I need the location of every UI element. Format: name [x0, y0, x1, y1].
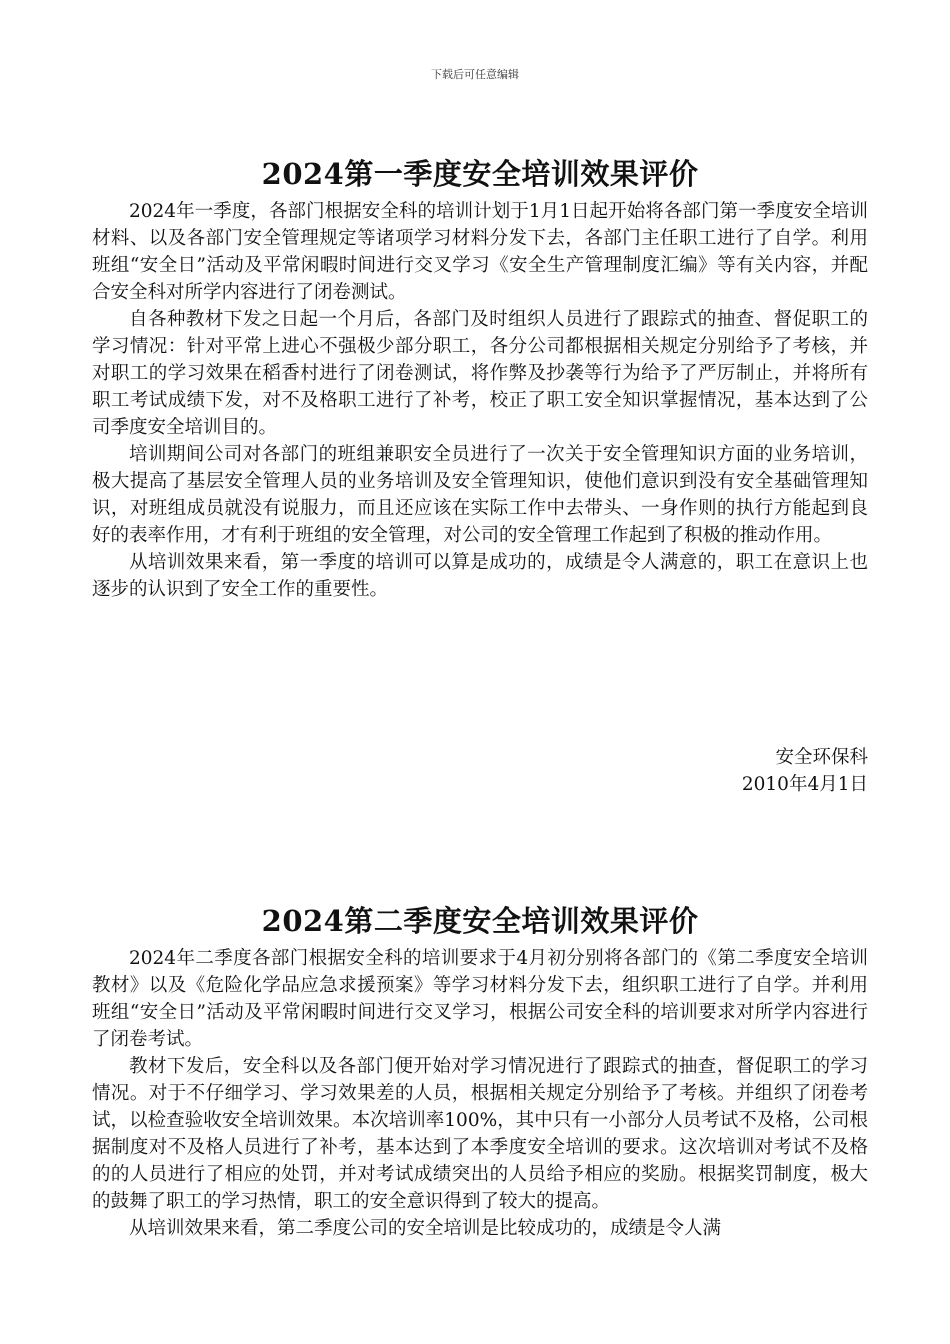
signature-date: 2010年4月1日	[741, 774, 868, 795]
section-title-q2: 2024第二季度安全培训效果评价	[261, 904, 699, 938]
paragraph: 教材下发后，安全科以及各部门便开始对学习情况进行了跟踪式的抽查，督促职工的学习情况。对于不仔细学习、学习效果差的人员，根据相关规定分别给予了考核。并组织了闭卷考试，以检查验收安全培训效果。本次培训率100%，其中只有一小部分人员考试不及格，公司根据制度对不及格人员进行了补考，基本达到了本季度安全培训的要求。这次培训对考试不及格的的人员进行了相应的处罚，并对考试成绩突出的人员给予相应的奖励。根据奖罚制度，极大的鼓舞了职工的学习热情，职工的安全意识得到了较大的提高。	[92, 1056, 868, 1212]
paragraph: 2024年二季度各部门根据安全科的培训要求于4月初分别将各部门的《第二季度安全培训教材》以及《危险化学品应急求援预案》等学习材料分发下去，组织职工进行了自学。并利用班组“安全日”活动及平常闲暇时间进行交叉学习，根据公司安全科的培训要求对所学内容进行了闭卷考试。	[92, 948, 868, 1050]
section-q2-evaluation	[92, 900, 868, 1242]
paragraph: 从培训效果来看，第一季度的培训可以算是成功的，成绩是令人满意的，职工在意识上也逐步的认识到了安全工作的重要性。	[92, 552, 868, 600]
header-note: 下载后可任意编辑	[431, 68, 519, 81]
signature-block	[742, 744, 868, 798]
paragraph: 自各种教材下发之日起一个月后，各部门及时组织人员进行了跟踪式的抽查、督促职工的学习情况：针对平常上进心不强极少部分职工，各分公司都根据相关规定分别给予了考核，并对职工的学习效果在稻香村进行了闭卷测试，将作弊及抄袭等行为给予了严厉制止，并将所有职工考试成绩下发，对不及格职工进行了补考，校正了职工安全知识掌握情况，基本达到了公司季度安全培训目的。	[92, 309, 868, 438]
paragraph: 培训期间公司对各部门的班组兼职安全员进行了一次关于安全管理知识方面的业务培训，极大提高了基层安全管理人员的业务培训及安全管理知识，使他们意识到没有安全基础管理知识，对班组成员就没有说服力，而且还应该在实际工作中去带头、一身作则的执行方能起到良好的表率作用，才有利于班组的安全管理，对公司的安全管理工作起到了积极的推动作用。	[92, 444, 868, 546]
section-q1-evaluation	[92, 153, 868, 603]
paragraph: 从培训效果来看，第二季度公司的安全培训是比较成功的，成绩是令人满	[129, 1218, 722, 1239]
paragraph: 2024年一季度，各部门根据安全科的培训计划于1月1日起开始将各部门第一季度安全培训材料、以及各部门安全管理规定等诸项学习材料分发下去，各部门主任职工进行了自学。利用班组“安全日”活动及平常闲暇时间进行交叉学习《安全生产管理制度汇编》等有关内容，并配合安全科对所学内容进行了闭卷测试。	[92, 201, 868, 303]
section-title-q1: 2024第一季度安全培训效果评价	[261, 157, 699, 191]
signature-department: 安全环保科	[775, 747, 868, 768]
